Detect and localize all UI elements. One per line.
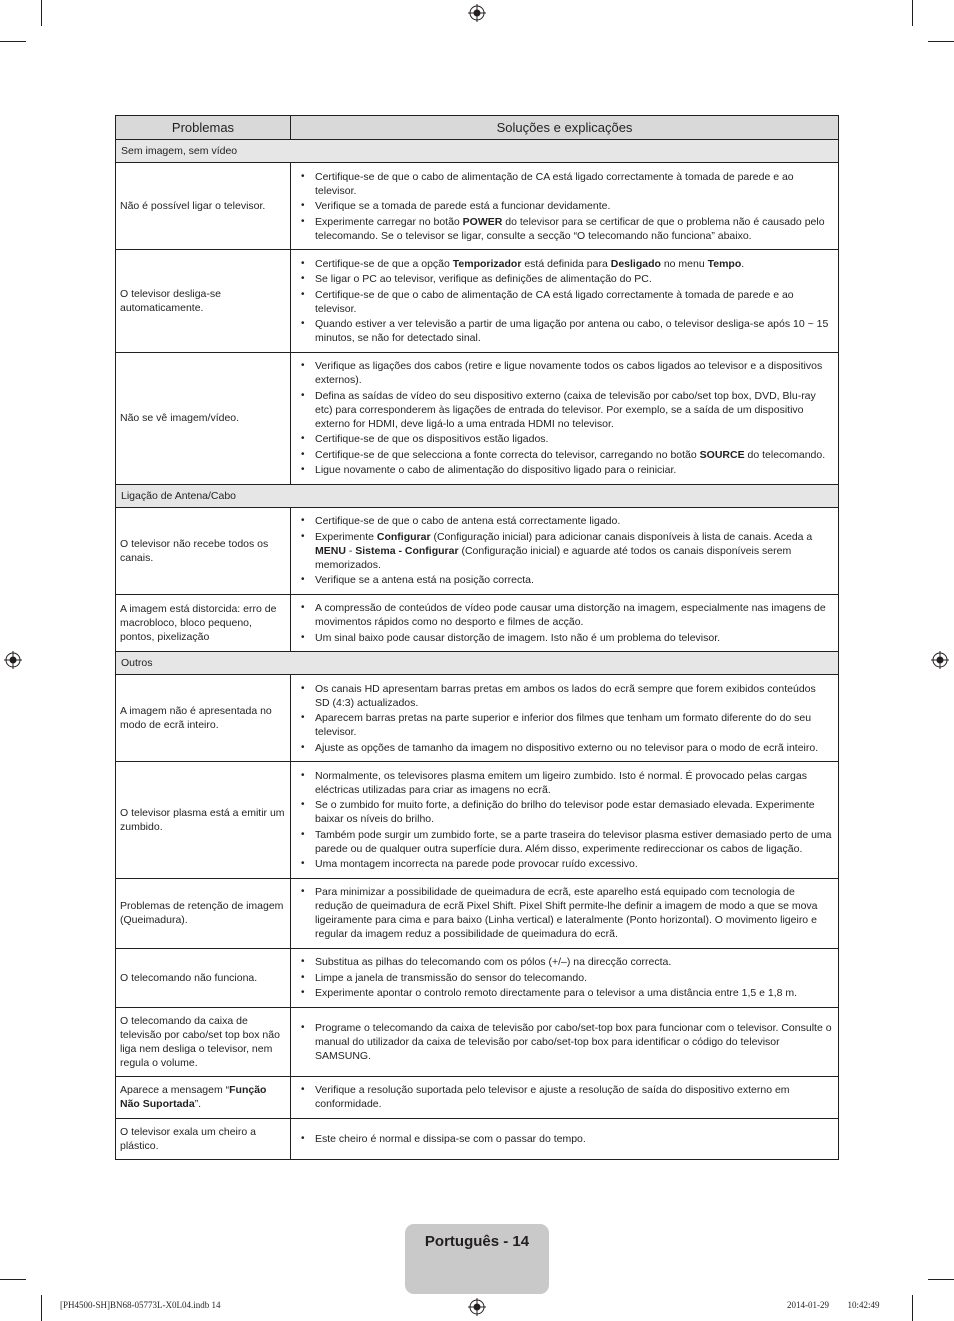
solution-item: • Certifique-se de que o cabo de alimentação de CA está ligado correctamente à tomada de parede e ao televisor. — [299, 288, 832, 316]
troubleshooting-table — [115, 115, 839, 1160]
solutions-list — [299, 682, 832, 755]
solution-item: • Verifique se a antena está na posição correcta. — [299, 573, 832, 587]
solutions-cell — [291, 878, 839, 948]
solution-item: • Aparecem barras pretas na parte superior e inferior dos filmes que tenham um formato diferente do do seu televisor. — [299, 711, 832, 739]
solution-item: • Se o zumbido for muito forte, a definição do brilho do televisor pode estar demasiado elevada. Experimente baixar os níveis do brilho. — [299, 798, 832, 826]
problem-cell: O telecomando não funciona. — [116, 948, 291, 1007]
table-row — [116, 762, 839, 879]
page-number-tab — [405, 1224, 549, 1294]
table-row — [116, 948, 839, 1007]
bold-term: POWER — [462, 215, 503, 228]
solutions-list — [299, 257, 832, 346]
solution-item: • Certifique-se de que o cabo de antena está correctamente ligado. — [299, 514, 832, 528]
solution-item: • Quando estiver a ver televisão a partir de uma ligação por antena ou cabo, o televisor desliga-se após 10 ~ 15 minutos, se não for detectado sinal. — [299, 317, 832, 345]
solution-item: • Ajuste as opções de tamanho da imagem no dispositivo externo ou no televisor para o modo de ecrã inteiro. — [299, 741, 832, 755]
bold-term: SOURCE — [699, 448, 745, 461]
solutions-cell — [291, 1076, 839, 1118]
problem-cell: Não é possível ligar o televisor. — [116, 163, 291, 250]
solutions-list — [299, 1083, 832, 1111]
problem-cell: Não se vê imagem/vídeo. — [116, 352, 291, 484]
solution-item: • Verifique as ligações dos cabos (retire e ligue novamente todos os cabos ligados ao televisor e a dispositivos externos). — [299, 359, 832, 387]
table-row — [116, 594, 839, 652]
crop-mark — [0, 1279, 26, 1280]
solution-item: • Se ligar o PC ao televisor, verifique as definições de alimentação do PC. — [299, 272, 832, 286]
solutions-cell — [291, 675, 839, 762]
solutions-list — [299, 514, 832, 587]
table-row — [116, 1076, 839, 1118]
bold-term: Tempo — [707, 257, 742, 270]
crop-mark — [41, 1295, 42, 1321]
problem-cell: Aparece a mensagem “Função Não Suportada”. — [116, 1076, 291, 1118]
problem-cell: Problemas de retenção de imagem (Queimadura). — [116, 878, 291, 948]
solution-item: • Defina as saídas de vídeo do seu dispositivo externo (caixa de televisão por cabo/set top box, DVD, Blu-ray etc) para corresponderem às ligações de entrada do televisor. Por exemplo, se a saída de um dispositivo externo for HDMI, deve ligá-lo a uma entrada HDMI no televisor. — [299, 389, 832, 431]
section-title: Sem imagem, sem vídeo — [116, 140, 839, 163]
bold-term: Função Não Suportada — [120, 1084, 267, 1110]
solution-item: • Limpe a janela de transmissão do sensor do telecomando. — [299, 971, 832, 985]
solutions-list — [299, 885, 832, 941]
solution-item: • Verifique se a tomada de parede está a funcionar devidamente. — [299, 199, 832, 213]
solution-item: • Certifique-se de que selecciona a fonte correcta do televisor, carregando no botão SOURCE do telecomando. — [299, 448, 832, 462]
table-body — [116, 140, 839, 1160]
solutions-cell — [291, 1007, 839, 1076]
table-row — [116, 1118, 839, 1159]
column-header-solutions: Soluções e explicações — [291, 116, 839, 140]
solution-item: • Normalmente, os televisores plasma emitem um ligeiro zumbido. Isto é normal. É provocado pelas cargas eléctricas utilizadas para criar as imagens no ecrã. — [299, 769, 832, 797]
solution-item: • Ligue novamente o cabo de alimentação do dispositivo ligado para o reiniciar. — [299, 463, 832, 477]
solutions-cell — [291, 762, 839, 879]
problem-cell: O televisor exala um cheiro a plástico. — [116, 1118, 291, 1159]
bold-term: Desligado — [610, 257, 661, 270]
solution-item: • Certifique-se de que os dispositivos estão ligados. — [299, 432, 832, 446]
solutions-list — [299, 170, 832, 243]
solution-item: • Substitua as pilhas do telecomando com os pólos (+/–) na direcção correcta. — [299, 955, 832, 969]
solution-item: • Também pode surgir um zumbido forte, se a parte traseira do televisor plasma estiver demasiado perto de uma parede ou de qualquer outra superfície dura. Além disso, experimente redireccionar os cabos de ligação. — [299, 828, 832, 856]
solution-item: • Verifique a resolução suportada pelo televisor e ajuste a resolução de saída do dispositivo externo em conformidade. — [299, 1083, 832, 1111]
registration-mark-icon — [468, 4, 486, 22]
page-label: Português - 14 — [424, 1233, 530, 1250]
solutions-cell — [291, 352, 839, 484]
solution-item: • Certifique-se de que o cabo de alimentação de CA está ligado correctamente à tomada de parede e ao televisor. — [299, 170, 832, 198]
problem-cell: O telecomando da caixa de televisão por cabo/set top box não liga nem desliga o televisor, nem regula o volume. — [116, 1007, 291, 1076]
section-title: Ligação de Antena/Cabo — [116, 484, 839, 507]
table-row — [116, 352, 839, 484]
table-row — [116, 1007, 839, 1076]
section-title: Outros — [116, 652, 839, 675]
solution-item: • Programe o telecomando da caixa de televisão por cabo/set-top box para funcionar com o televisor. Consulte o manual do utilizador da caixa de televisão por cabo/set-top box para identificar o código do televisor SAMSUNG. — [299, 1021, 832, 1063]
solution-item: • A compressão de conteúdos de vídeo pode causar uma distorção na imagem, especialmente nas imagens de movimentos rápidos como no desporto e filmes de acção. — [299, 601, 832, 629]
section-row — [116, 484, 839, 507]
registration-mark-icon — [468, 1298, 486, 1316]
solutions-list — [299, 769, 832, 872]
solution-item: • Para minimizar a possibilidade de queimadura de ecrã, este aparelho está equipado com tecnologia de redução de queimadura de ecrã Pixel Shift. Pixel Shift permite-lhe definir a imagem de modo a que se mova ligeiramente para cima e para baixo (Linha vertical) e lateralmente (Ponto horizontal). O movimento ligeiro e regular da imagem reduz a possibilidade de queimadura do ecrã. — [299, 885, 832, 941]
crop-mark — [928, 1279, 954, 1280]
solutions-list — [299, 1021, 832, 1063]
solutions-list — [299, 601, 832, 645]
solution-item: • Certifique-se de que a opção Temporizador está definida para Desligado no menu Tempo. — [299, 257, 832, 271]
solution-item: • Experimente Configurar (Configuração inicial) para adicionar canais disponíveis à lista de canais. Aceda a MENU - Sistema - Configurar (Configuração inicial) e aguarde até todos os canais disponíveis serem memorizados. — [299, 530, 832, 572]
crop-mark — [928, 41, 954, 42]
problem-cell: A imagem está distorcida: erro de macrobloco, bloco pequeno, pontos, pixelização — [116, 594, 291, 652]
bold-term: MENU — [315, 544, 346, 557]
solutions-cell — [291, 250, 839, 353]
solutions-list — [299, 359, 832, 477]
table-row — [116, 507, 839, 594]
solution-item: • Uma montagem incorrecta na parede pode provocar ruído excessivo. — [299, 857, 832, 871]
problem-cell: O televisor desliga-se automaticamente. — [116, 250, 291, 353]
bold-term: Configurar — [376, 530, 431, 543]
section-row — [116, 140, 839, 163]
solution-item: • Experimente carregar no botão POWER do televisor para se certificar de que o problema não é causado pelo telecomando. Se o televisor se ligar, consulte a secção “O telecomando não funciona” abaixo. — [299, 215, 832, 243]
bold-term: Sistema - Configurar — [355, 544, 459, 557]
file-slug: [PH4500-SH]BN68-05773L-X0L04.indb 14 — [60, 1300, 221, 1310]
solutions-cell — [291, 948, 839, 1007]
solution-item: • Um sinal baixo pode causar distorção de imagem. Isto não é um problema do televisor. — [299, 631, 832, 645]
problem-cell: O televisor plasma está a emitir um zumbido. — [116, 762, 291, 879]
crop-mark — [912, 0, 913, 26]
solution-item: • Experimente apontar o controlo remoto directamente para o televisor a uma distância entre 1,5 e 1,8 m. — [299, 986, 832, 1000]
section-row — [116, 652, 839, 675]
registration-mark-icon — [931, 651, 949, 669]
table-row — [116, 163, 839, 250]
solutions-list — [299, 955, 832, 1000]
registration-mark-icon — [4, 651, 22, 669]
crop-mark — [41, 0, 42, 26]
crop-mark — [912, 1295, 913, 1321]
crop-mark — [0, 41, 26, 42]
solutions-cell — [291, 1118, 839, 1159]
table-row — [116, 878, 839, 948]
table-row — [116, 250, 839, 353]
solutions-cell — [291, 594, 839, 652]
solutions-list — [299, 1132, 832, 1146]
table-header-row — [116, 116, 839, 140]
bold-term: Temporizador — [452, 257, 522, 270]
print-stamp: 2014-01-29 ￿￿ 10:42:49 — [787, 1300, 880, 1310]
solution-item: • Os canais HD apresentam barras pretas em ambos os lados do ecrã sempre que forem exibidos conteúdos SD (4:3) actualizados. — [299, 682, 832, 710]
solution-item: • Este cheiro é normal e dissipa-se com o passar do tempo. — [299, 1132, 832, 1146]
table-row — [116, 675, 839, 762]
column-header-problems: Problemas — [116, 116, 291, 140]
problem-cell: O televisor não recebe todos os canais. — [116, 507, 291, 594]
solutions-cell — [291, 507, 839, 594]
solutions-cell — [291, 163, 839, 250]
problem-cell: A imagem não é apresentada no modo de ecrã inteiro. — [116, 675, 291, 762]
